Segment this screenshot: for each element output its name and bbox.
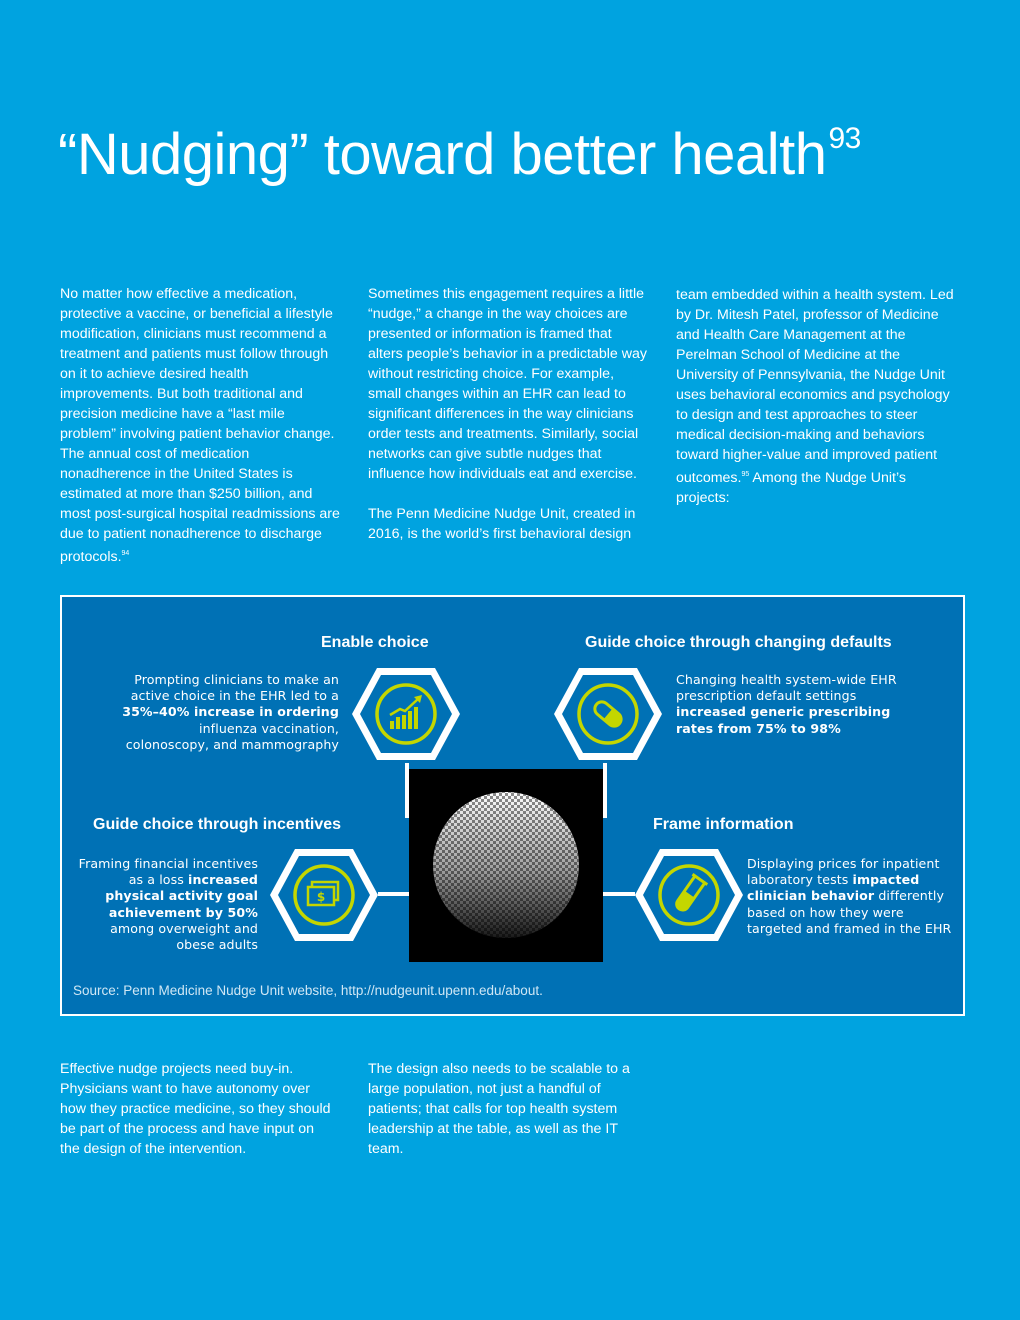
page-title bbox=[58, 122, 861, 187]
svg-text:$: $ bbox=[316, 890, 326, 904]
hexagon-badge bbox=[552, 665, 664, 763]
intro-column-2 bbox=[368, 284, 650, 564]
intro-text: team embedded within a health system. Led by Dr. Mitesh Patel, professor of Medicine and Health Care Management at the Perelman School of Medicine at the University of Pennsylvania, the Nudge Unit uses behavioral economics and psychology to design and test approaches to steer medical decision-making and behaviors toward higher-value and improved patient outcomes. bbox=[676, 287, 954, 486]
center-globe-image bbox=[409, 769, 603, 962]
closing-paragraph: The design also needs to be scalable to a large population, not just a handful of patients; that calls for top health system leadership at the table, as well as the IT team. bbox=[368, 1061, 630, 1157]
desc-highlight: impacted clinician behavior bbox=[747, 872, 920, 904]
intro-paragraph: The Penn Medicine Nudge Unit, created in 2016, is the world’s first behavioral design bbox=[368, 506, 636, 542]
desc-text: among overweight and obese adults bbox=[110, 920, 258, 953]
intro-paragraph: Sometimes this engagement requires a little “nudge,” a change in the way choices are presented or information is framed that alters people’s behavior in a predictable way without restricting choice. For example, small changes within an EHR can lead to significant differences in the way clinicians order tests and treatments. Similarly, social networks can give subtle nudges that influence how individuals eat and exercise. bbox=[368, 286, 647, 482]
desc-text: Prompting clinicians to make an active choice in the EHR led to a bbox=[130, 672, 339, 704]
desc-text: Changing health system-wide EHR prescription default settings bbox=[676, 672, 897, 704]
intro-text: No matter how effective a medication, protective a vaccine, or beneficial a lifestyle modification, clinicians must recommend a treatment and patients must follow through on it to achieve desired health improvements. But both traditional and precision medicine have a “last mile problem” involving patient behavior change. The annual cost of medication nonadherence in the United States is estimated at more than $250 billion, and most post-surgical hospital readmissions are due to patient nonadherence to discharge protocols. bbox=[60, 286, 340, 565]
desc-highlight: increased generic prescribing rates from 75% to 98% bbox=[676, 704, 891, 736]
closing-column-1 bbox=[60, 1059, 335, 1179]
closing-column-2 bbox=[368, 1059, 643, 1179]
item-description bbox=[676, 672, 906, 737]
intro-column-1 bbox=[60, 284, 342, 587]
desc-highlight: 35%–40% increase in ordering bbox=[122, 704, 339, 720]
item-description bbox=[747, 856, 952, 937]
connector-line bbox=[603, 763, 607, 818]
item-heading: Enable choice bbox=[321, 634, 429, 651]
hexagon-badge bbox=[633, 846, 745, 944]
desc-highlight: increased physical activity goal achievement by 50% bbox=[105, 872, 258, 920]
hexagon-badge bbox=[268, 846, 380, 944]
item-heading: Frame information bbox=[653, 816, 794, 833]
desc-text: influenza vaccination, colonoscopy, and mammography bbox=[125, 720, 339, 752]
footnote-ref: 94 bbox=[121, 550, 130, 557]
desc-text: Displaying prices for inpatient laboratory tests bbox=[747, 856, 940, 888]
footnote-ref: 95 bbox=[741, 471, 750, 478]
desc-text: differently based on how they were targeted and framed in the EHR bbox=[747, 888, 952, 936]
intro-paragraph bbox=[676, 285, 958, 508]
source-note: Source: Penn Medicine Nudge Unit website, http://nudgeunit.upenn.edu/about. bbox=[73, 983, 543, 998]
connector-line bbox=[378, 892, 410, 896]
title-footnote-ref: 93 bbox=[828, 122, 861, 155]
desc-text: Framing financial incentives as a loss bbox=[78, 856, 258, 888]
title-text: “Nudging” toward better health bbox=[58, 122, 827, 187]
intro-text: Among the Nudge Unit’s projects: bbox=[676, 470, 906, 506]
intro-paragraph bbox=[60, 284, 342, 567]
nudge-infographic bbox=[60, 595, 965, 1016]
item-heading: Guide choice through changing defaults bbox=[585, 634, 892, 651]
item-description bbox=[76, 856, 258, 953]
item-description bbox=[120, 672, 339, 753]
intro-column-3 bbox=[676, 285, 958, 528]
item-heading: Guide choice through incentives bbox=[93, 816, 342, 833]
hexagon-badge bbox=[350, 665, 462, 763]
connector-line bbox=[603, 892, 635, 896]
closing-paragraph: Effective nudge projects need buy-in. Physicians want to have autonomy over how they practice medicine, so they should be part of the process and have input on the design of the intervention. bbox=[60, 1061, 331, 1157]
